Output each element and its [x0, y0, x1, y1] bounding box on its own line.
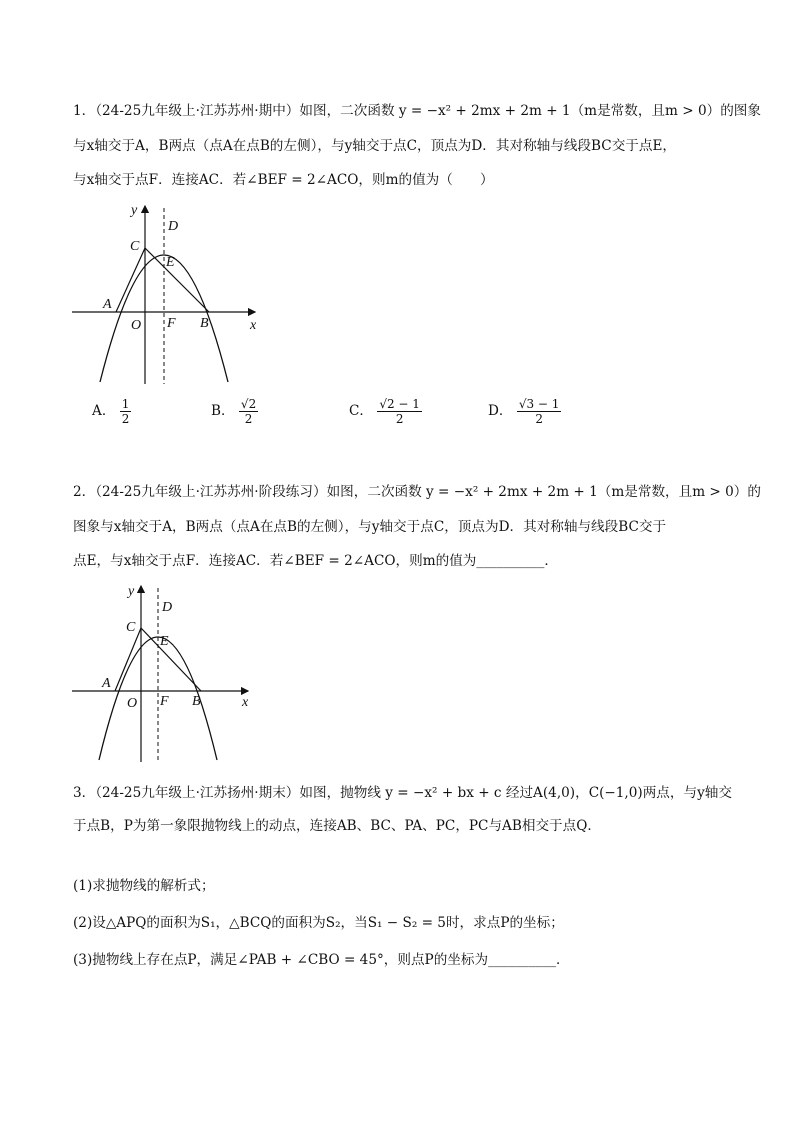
option-b-label: B．: [211, 403, 235, 419]
q1-option-c: [349, 397, 422, 426]
label-e: E: [166, 255, 175, 270]
label-a: A: [102, 676, 111, 691]
label-b: B: [192, 694, 201, 709]
label-f: F: [167, 316, 176, 331]
segment-bc: [141, 628, 201, 691]
q2-figure: [70, 580, 270, 765]
option-d-fraction: $\frac{√3 - 1}{2}$: [518, 397, 560, 426]
label-d: D: [162, 600, 173, 615]
q1-text-line2: 与x轴交于A，B两点（点A在点B的左侧），与y轴交于点C，顶点为D．其对称轴与线段BC交于点E，: [73, 138, 676, 154]
q1-option-d: [488, 397, 561, 426]
segment-ac: [116, 248, 145, 312]
segment-bc: [145, 248, 209, 312]
q1-option-a: [92, 397, 131, 426]
label-x: x: [242, 695, 249, 710]
q3-part1: (1)求抛物线的解析式；: [73, 878, 215, 894]
q1-text-line1: 1．（24-25九年级上·江苏苏州·期中）如图，二次函数 y = −x² + 2mx + 2m + 1（m是常数，且m > 0）的图象: [73, 103, 761, 119]
label-x: x: [250, 318, 257, 333]
q3-part3: (3)抛物线上存在点P，满足∠PAB + ∠CBO = 45°，则点P的坐标为__________．: [73, 952, 570, 968]
label-y: y: [128, 584, 135, 599]
q1-figure: [70, 198, 270, 388]
label-o: O: [127, 696, 138, 711]
q2-text-line3: 点E，与x轴交于点F．连接AC．若∠BEF = 2∠ACO，则m的值为__________．: [73, 553, 558, 569]
label-a: A: [103, 297, 112, 312]
q1-option-b: [211, 397, 258, 426]
option-a-fraction: $\frac{1}{2}$: [121, 397, 130, 426]
q3-text-line1: 3．（24-25九年级上·江苏扬州·期末）如图，抛物线 y = −x² + bx + c 经过A(4,0)，C(−1,0)两点，与y轴交: [73, 785, 732, 801]
option-c-fraction: $\frac{√2 - 1}{2}$: [379, 397, 420, 426]
q1-text-line3: 与x轴交于点F．连接AC．若∠BEF = 2∠ACO，则m的值为（ ）: [73, 172, 494, 188]
q2-text-line2: 图象与x轴交于A，B两点（点A在点B的左侧），与y轴交于点C，顶点为D．其对称轴与线段BC交于: [73, 519, 667, 535]
option-a-label: A．: [92, 403, 116, 419]
label-o: O: [131, 318, 142, 333]
q2-text-line1: 2．（24-25九年级上·江苏苏州·阶段练习）如图，二次函数 y = −x² + 2mx + 2m + 1（m是常数，且m > 0）的: [73, 484, 761, 500]
label-c: C: [126, 620, 136, 635]
label-y: y: [131, 203, 138, 218]
label-b: B: [200, 316, 209, 331]
label-c: C: [130, 239, 140, 254]
label-d: D: [168, 219, 179, 234]
q3-text-line2: 于点B，P为第一象限抛物线上的动点，连接AB、BC、PA、PC，PC与AB相交于点Q．: [73, 818, 601, 834]
label-e: E: [160, 634, 169, 649]
segment-ac: [115, 628, 141, 691]
option-c-label: C．: [349, 403, 373, 419]
label-f: F: [160, 694, 169, 709]
option-d-label: D．: [488, 403, 513, 419]
q3-part2: (2)设△APQ的面积为S₁，△BCQ的面积为S₂，当S₁ − S₂ = 5时，求点P的坐标；: [73, 915, 564, 931]
option-b-fraction: $\frac{√2}{2}$: [240, 397, 257, 426]
